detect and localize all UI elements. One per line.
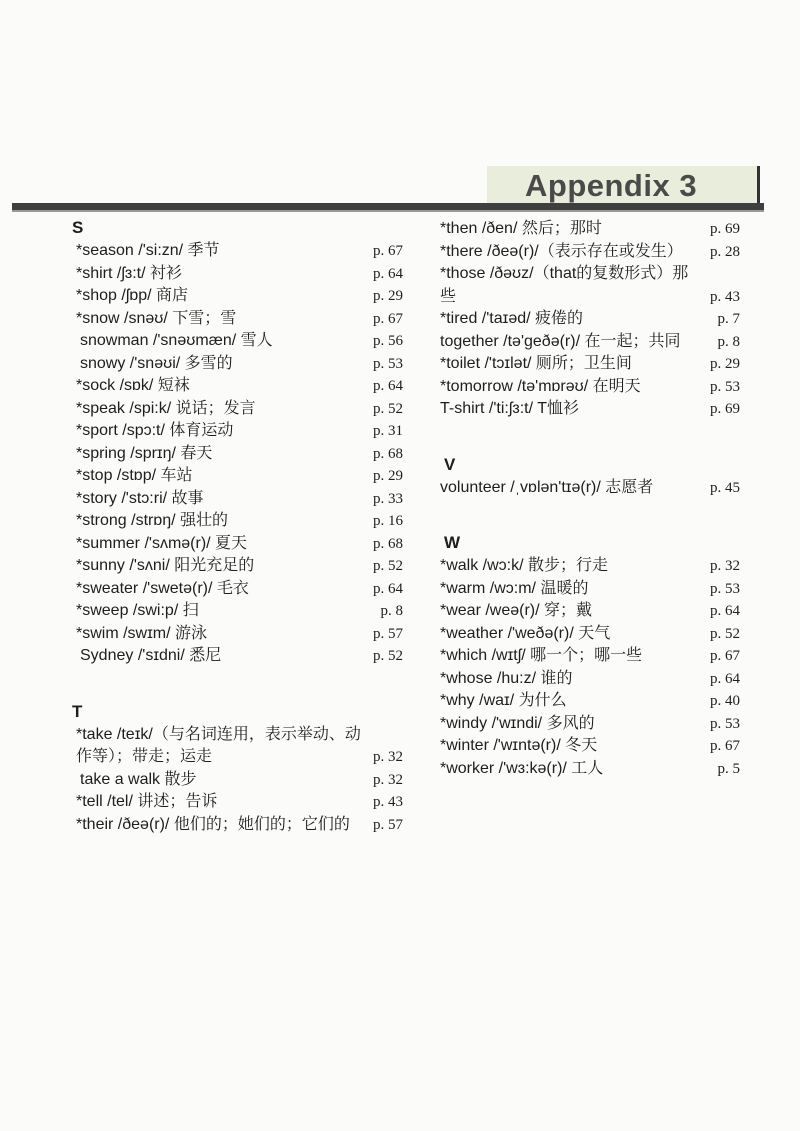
entry-text: *strong /strɒŋ/ 强壮的 [76, 512, 229, 529]
glossary-section [440, 533, 740, 780]
entry-page: p. 16 [373, 513, 403, 529]
entry-text: *windy /'wɪndi/ 多风的 [440, 714, 595, 732]
entry-text: *swim /swɪm/ 游泳 [76, 624, 208, 642]
glossary-entry [68, 814, 403, 837]
entry-page: p. 29 [710, 356, 740, 372]
entry-page: p. 64 [373, 265, 403, 282]
right-column [440, 218, 740, 814]
glossary-entry [68, 240, 403, 263]
entry-page: p. 29 [373, 468, 403, 484]
entry-text: *spring /sprɪŋ/ 春天 [76, 444, 213, 462]
entry-page: p. 32 [373, 749, 403, 765]
entry-page: p. 53 [710, 580, 740, 597]
entry-text: *sweater /'swetə(r)/ 毛衣 [76, 579, 249, 597]
entry-page: p. 57 [373, 625, 403, 642]
entry-text: *warm /wɔ:m/ 温暖的 [440, 579, 589, 597]
entry-text: T-shirt /'ti:ʃɜ:t/ T恤衫 [440, 400, 579, 417]
entry-page: p. 53 [373, 355, 403, 372]
glossary-entry [440, 555, 740, 578]
page-title: Appendix 3 [525, 168, 698, 203]
section-letter: V [444, 454, 456, 474]
entry-page: p. 67 [373, 243, 403, 259]
entry-page: p. 32 [710, 558, 740, 574]
entry-page: p. 8 [380, 603, 403, 619]
entry-text: together /tə'geðə(r)/ 在一起；共同 [440, 332, 681, 350]
entry-text: *wear /weə(r)/ 穿；戴 [440, 602, 593, 619]
glossary-entry [440, 263, 740, 308]
entry-page: p. 31 [373, 423, 403, 439]
entry-text: *those /ðəʊz/（that的复数形式）那些 [440, 265, 689, 305]
glossary-entry [68, 398, 403, 421]
glossary-entry [440, 477, 740, 500]
entry-text: *why /waɪ/ 为什么 [440, 692, 567, 709]
entry-page: p. 43 [373, 794, 403, 810]
entry-page: p. 52 [373, 648, 403, 664]
entry-text: *tomorrow /tə'mɒrəʊ/ 在明天 [440, 377, 641, 395]
entry-text: *then /ðen/ 然后；那时 [440, 220, 602, 237]
entry-page: p. 67 [373, 310, 403, 327]
glossary-entry [68, 308, 403, 331]
entry-text: *shop /ʃɒp/ 商店 [76, 287, 189, 304]
entry-page: p. 56 [373, 333, 403, 349]
entry-page: p. 52 [373, 400, 403, 417]
glossary-entry [68, 791, 403, 814]
entry-page: p. 69 [710, 401, 740, 417]
entry-page: p. 68 [373, 535, 403, 552]
glossary-entry [68, 510, 403, 533]
left-column [68, 218, 403, 870]
entry-page: p. 5 [717, 760, 740, 777]
glossary-entry [440, 331, 740, 354]
glossary-entry [440, 376, 740, 399]
glossary-entry [68, 600, 403, 623]
entry-text: *summer /'sʌmə(r)/ 夏天 [76, 534, 248, 552]
entry-page: p. 8 [717, 333, 740, 350]
entry-text: snowman /'snəʊmæn/ 雪人 [80, 332, 273, 349]
glossary-entry [440, 713, 740, 736]
entry-text: take a walk 散步 [80, 770, 197, 788]
entry-page: p. 45 [710, 479, 740, 496]
entry-text: *sport /spɔ:t/ 体育运动 [76, 422, 234, 439]
entry-text: *sweep /swi:p/ 扫 [76, 602, 199, 619]
entry-text: *toilet /'tɔɪlət/ 厕所；卫生间 [440, 355, 632, 372]
entry-text: *snow /snəʊ/ 下雪；雪 [76, 309, 237, 327]
entry-text: *worker /'wɜ:kə(r)/ 工人 [440, 759, 604, 777]
entry-page: p. 52 [373, 558, 403, 574]
glossary-entry [68, 645, 403, 668]
glossary-entry [68, 769, 403, 792]
glossary-entry [440, 578, 740, 601]
entry-text: *season /'si:zn/ 季节 [76, 242, 220, 259]
glossary-entry [68, 623, 403, 646]
glossary-entry [440, 398, 740, 421]
entry-text: *whose /hu:z/ 谁的 [440, 669, 573, 687]
entry-text: volunteer /ˌvɒlən'tɪə(r)/ 志愿者 [440, 478, 654, 496]
entry-text: *story /'stɔ:ri/ 故事 [76, 489, 204, 507]
glossary-entry [440, 645, 740, 668]
glossary-entry [68, 353, 403, 376]
glossary-section [68, 702, 403, 837]
entry-text: *there /ðeə(r)/（表示存在或发生） [440, 242, 683, 260]
glossary-section [440, 218, 740, 421]
entry-page: p. 43 [710, 288, 740, 305]
glossary-entry [440, 241, 740, 264]
entry-page: p. 53 [710, 715, 740, 732]
entry-text: *speak /spi:k/ 说话；发言 [76, 399, 256, 417]
glossary-entry [440, 308, 740, 331]
glossary-section [68, 218, 403, 668]
entry-text: *stop /stɒp/ 车站 [76, 467, 193, 484]
entry-text: snowy /'snəʊi/ 多雪的 [80, 354, 233, 372]
entry-page: p. 69 [710, 221, 740, 237]
entry-text: *sock /sɒk/ 短袜 [76, 377, 190, 394]
glossary-entry [68, 263, 403, 286]
entry-text: *take /teɪk/（与名词连用，表示举动、动作等）；带走；运走 [76, 725, 361, 765]
entry-text: *shirt /ʃɜ:t/ 衬衫 [76, 264, 183, 282]
glossary-entry [68, 330, 403, 353]
entry-page: p. 64 [373, 378, 403, 394]
entry-page: p. 64 [710, 603, 740, 619]
glossary-entry [68, 465, 403, 488]
glossary-entry [68, 420, 403, 443]
entry-text: *tell /tel/ 讲述；告诉 [76, 793, 218, 810]
entry-page: p. 68 [373, 445, 403, 462]
glossary-entry [68, 375, 403, 398]
entry-page: p. 32 [373, 771, 403, 788]
glossary-entry [440, 218, 740, 241]
section-letter: S [72, 218, 84, 237]
glossary-entry [68, 285, 403, 308]
entry-text: *walk /wɔ:k/ 散步；行走 [440, 557, 609, 574]
glossary-entry [68, 533, 403, 556]
glossary-entry [440, 600, 740, 623]
entry-page: p. 64 [710, 670, 740, 687]
entry-page: p. 29 [373, 288, 403, 304]
entry-page: p. 67 [710, 738, 740, 754]
glossary-section [440, 455, 740, 500]
header-rule [12, 203, 764, 212]
glossary-entry [440, 353, 740, 376]
entry-page: p. 52 [710, 625, 740, 642]
glossary-entry [440, 668, 740, 691]
entry-text: *their /ðeə(r)/ 他们的；她们的；它们的 [76, 815, 350, 833]
entry-text: Sydney /'sɪdni/ 悉尼 [80, 647, 222, 664]
entry-page: p. 40 [710, 693, 740, 709]
glossary-entry [440, 758, 740, 781]
entry-text: *sunny /'sʌni/ 阳光充足的 [76, 557, 255, 574]
entry-text: *winter /'wɪntə(r)/ 冬天 [440, 737, 598, 754]
glossary-entry [68, 443, 403, 466]
glossary-entry [440, 690, 740, 713]
entry-page: p. 28 [710, 243, 740, 260]
entry-page: p. 64 [373, 580, 403, 597]
glossary-entry [68, 724, 403, 769]
glossary-entry [68, 578, 403, 601]
entry-page: p. 57 [373, 816, 403, 833]
entry-page: p. 53 [710, 378, 740, 395]
section-letter: T [72, 701, 83, 721]
entry-page: p. 67 [710, 648, 740, 664]
glossary-entry [440, 735, 740, 758]
glossary-entry [68, 555, 403, 578]
entry-page: p. 7 [717, 311, 740, 327]
entry-text: *weather /'weðə(r)/ 天气 [440, 624, 611, 642]
entry-page: p. 33 [373, 490, 403, 507]
section-letter: W [444, 533, 461, 552]
entry-text: *which /wɪtʃ/ 哪一个；哪一些 [440, 647, 643, 664]
glossary-entry [68, 488, 403, 511]
entry-text: *tired /'taɪəd/ 疲倦的 [440, 310, 584, 327]
glossary-entry [440, 623, 740, 646]
